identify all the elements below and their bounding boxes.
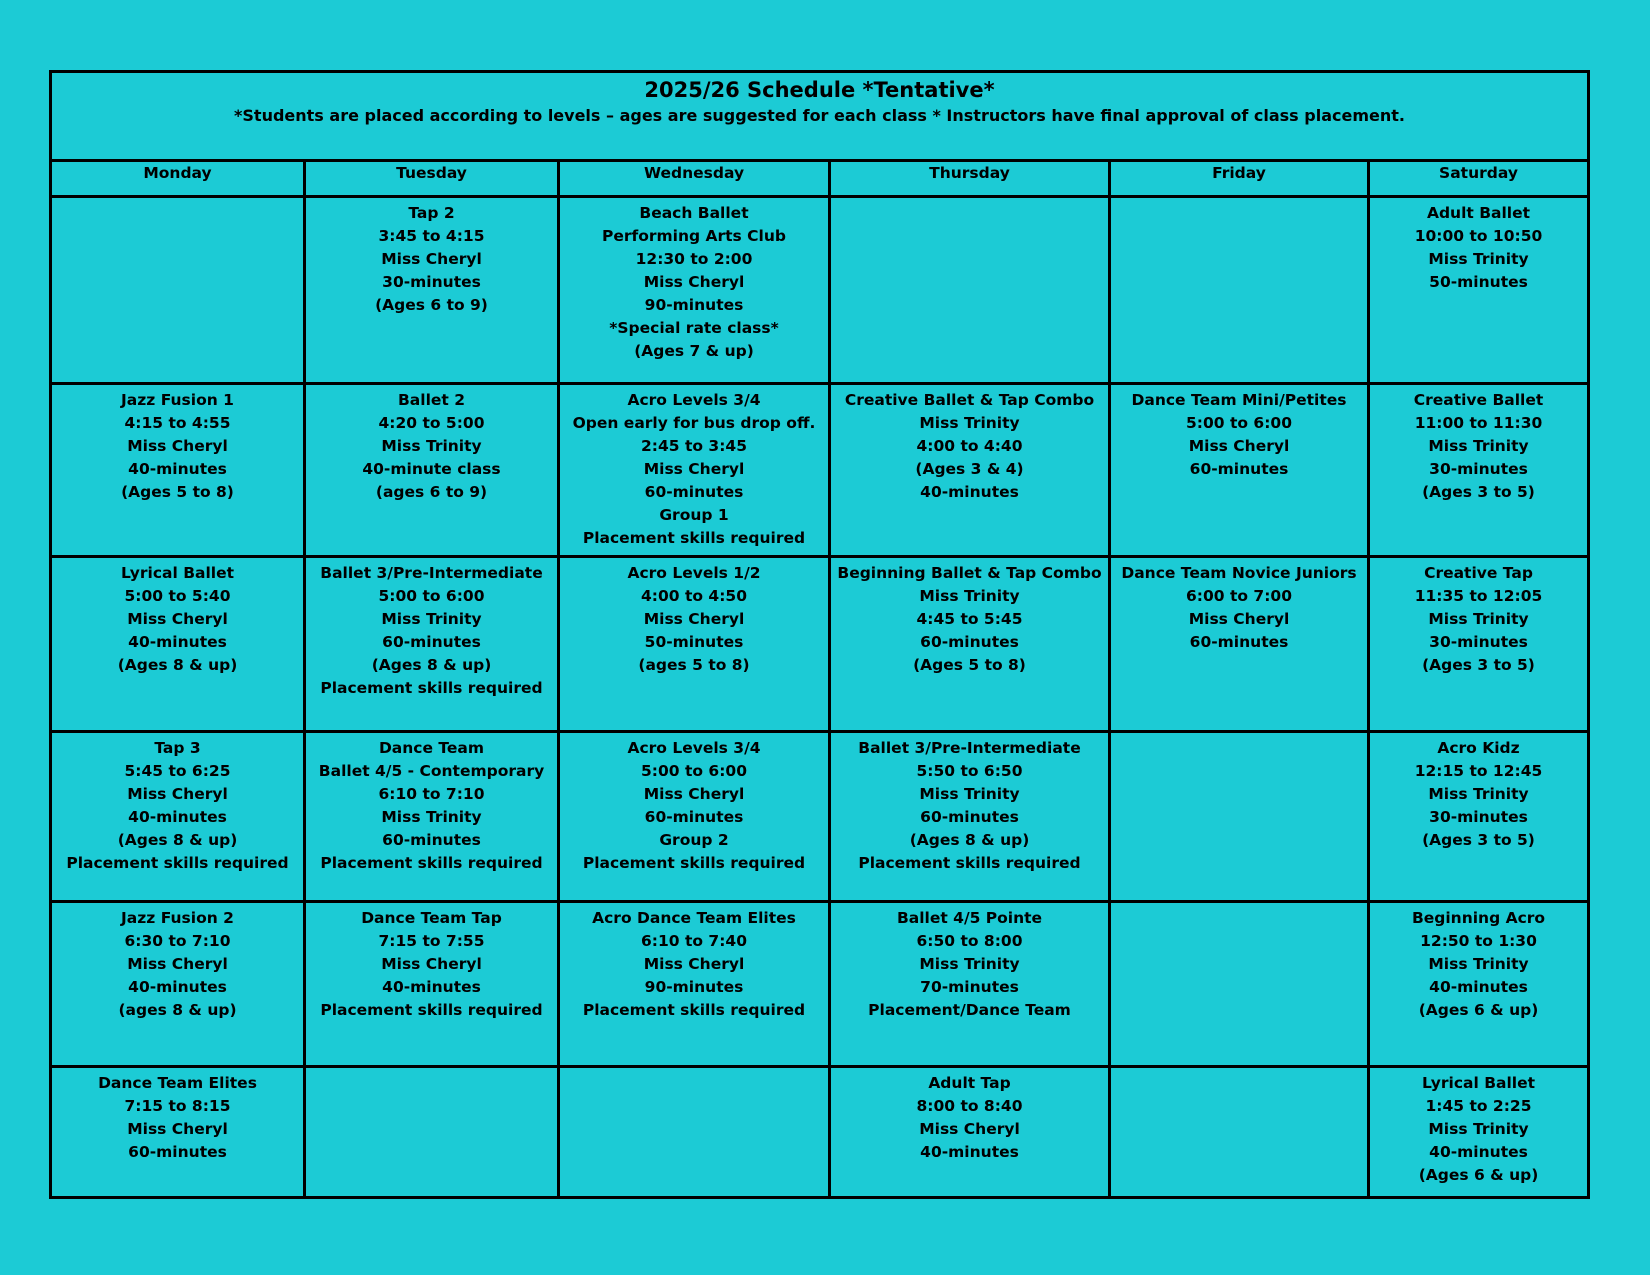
class-info-line: (Ages 6 & up) [1418, 1165, 1539, 1184]
day-header-friday: Friday [1110, 161, 1369, 197]
class-info-line: 40-minutes [920, 1142, 1019, 1161]
class-info-line: Adult Tap [928, 1073, 1011, 1092]
class-info [306, 1068, 557, 1072]
class-info-line: Miss Cheryl [127, 785, 228, 804]
class-cell-saturday [1369, 383, 1589, 556]
class-info-line: Dance Team [378, 739, 485, 758]
class-cell-friday [1110, 1066, 1369, 1197]
class-info-line: (Ages 8 & up) [117, 655, 238, 674]
class-info-line: 60-minutes [128, 1142, 227, 1161]
class-info-line: 30-minutes [1429, 632, 1528, 651]
class-info-line: 5:00 to 6:00 [641, 762, 747, 781]
class-info-line: Acro Dance Team Elites [592, 909, 796, 928]
class-info-line: 11:00 to 11:30 [1414, 413, 1543, 432]
day-header-monday: Monday [51, 161, 305, 197]
class-info-line: Placement skills required [320, 854, 543, 873]
class-info-line: Acro Levels 1/2 [627, 563, 761, 582]
schedule-row [51, 902, 1589, 1066]
class-info-line: *Special rate class* [609, 319, 779, 338]
class-info-line: Miss Cheryl [643, 785, 745, 804]
class-info-line: Miss Cheryl [643, 609, 745, 628]
class-info-line: 90-minutes [644, 978, 744, 997]
class-info-line: 40-minutes [128, 459, 227, 478]
class-info-line: Miss Cheryl [127, 436, 228, 455]
class-info-line: 40-minutes [128, 978, 227, 997]
class-info-line: Dance Team Mini/Petites [1131, 390, 1347, 409]
class-cell-monday [51, 1066, 305, 1197]
class-cell-wednesday [559, 197, 830, 383]
class-info [1111, 903, 1367, 907]
class-info-line: 3:45 to 4:15 [378, 227, 485, 246]
day-header-row [51, 161, 1589, 197]
class-info-line: Miss Cheryl [381, 250, 482, 269]
class-info [306, 903, 557, 1022]
class-info-line: Beach Ballet [639, 204, 749, 223]
class-info [831, 558, 1108, 677]
class-cell-friday [1110, 197, 1369, 383]
class-info-line: Miss Cheryl [643, 955, 745, 974]
class-cell-wednesday [559, 556, 830, 731]
class-info [52, 198, 303, 202]
class-info [1111, 733, 1367, 737]
class-info-line: Placement skills required [320, 678, 543, 697]
class-cell-tuesday [305, 556, 559, 731]
class-cell-thursday [830, 902, 1110, 1066]
class-info-line: 40-minutes [128, 632, 227, 651]
class-info-line: Tap 2 [408, 204, 455, 223]
class-info-line: 8:00 to 8:40 [916, 1096, 1023, 1115]
class-info [52, 1068, 303, 1164]
class-info-line: Lyrical Ballet [120, 563, 235, 582]
class-info-line: Performing Arts Club [601, 227, 787, 246]
class-info [560, 1068, 828, 1072]
class-info-line: (Ages 5 to 8) [913, 655, 1026, 674]
class-info-line: 5:50 to 6:50 [916, 762, 1023, 781]
day-header-tuesday: Tuesday [305, 161, 559, 197]
class-info-line: 2:45 to 3:45 [641, 436, 747, 455]
class-info [560, 198, 828, 363]
class-info-line: Ballet 2 [397, 390, 465, 409]
class-info [560, 558, 828, 677]
class-info-line: Placement skills required [858, 854, 1081, 873]
class-info-line: Miss Trinity [1428, 250, 1529, 269]
class-info-line: Miss Cheryl [1188, 436, 1290, 455]
class-info-line: (Ages 8 & up) [371, 655, 492, 674]
class-info-line: 50-minutes [1429, 273, 1528, 292]
class-cell-thursday [830, 383, 1110, 556]
class-info-line: (Ages 8 & up) [117, 831, 238, 850]
class-info-line: Ballet 3/Pre-Intermediate [320, 563, 543, 582]
schedule-subtitle: *Students are placed according to levels – ages are suggested for each class * Instructors have final approval of class placement. [234, 106, 1405, 125]
class-info-line: (Ages 5 to 8) [121, 482, 234, 501]
class-info-line: 50-minutes [644, 632, 744, 651]
class-info-line: Placement skills required [66, 854, 289, 873]
class-info [52, 903, 303, 1022]
class-info [306, 198, 557, 317]
class-info-line: 4:15 to 4:55 [124, 413, 231, 432]
schedule-row [51, 556, 1589, 731]
class-info-line: Miss Trinity [1428, 955, 1529, 974]
class-info-line: Miss Cheryl [643, 273, 745, 292]
class-info-line: 11:35 to 12:05 [1414, 586, 1543, 605]
class-info [1111, 558, 1367, 654]
class-cell-saturday [1369, 556, 1589, 731]
class-info [1370, 558, 1587, 677]
class-info-line: Miss Trinity [1428, 1119, 1529, 1138]
class-info-line: 6:10 to 7:10 [378, 785, 485, 804]
class-info-line: Lyrical Ballet [1421, 1073, 1536, 1092]
class-info-line: 30-minutes [382, 273, 481, 292]
class-info-line: (Ages 8 & up) [909, 831, 1030, 850]
class-info-line: (Ages 7 & up) [634, 342, 754, 361]
class-info-line: Miss Trinity [919, 413, 1020, 432]
class-info-line: Jazz Fusion 2 [121, 909, 234, 928]
class-info-line: Group 1 [659, 505, 729, 524]
class-info [306, 558, 557, 700]
class-info-line: 5:45 to 6:25 [124, 762, 231, 781]
class-info-line: Ballet 4/5 Pointe [896, 909, 1043, 928]
schedule-row [51, 1066, 1589, 1197]
class-cell-wednesday [559, 902, 830, 1066]
class-info-line: Ballet 4/5 - Contemporary [318, 762, 545, 781]
schedule-row [51, 732, 1589, 902]
class-info-line: Miss Trinity [381, 609, 482, 628]
class-info [560, 903, 828, 1022]
class-info [1370, 733, 1587, 852]
class-info [831, 1068, 1108, 1164]
class-info [1111, 1068, 1367, 1072]
class-info-line: Adult Ballet [1426, 204, 1531, 223]
class-cell-friday [1110, 383, 1369, 556]
class-info-line: 40-minutes [920, 482, 1019, 501]
class-info-line: 60-minutes [920, 632, 1019, 651]
day-header-wednesday: Wednesday [559, 161, 830, 197]
class-info-line: (Ages 3 to 5) [1422, 655, 1535, 674]
class-info-line: 30-minutes [1429, 459, 1528, 478]
class-info-line: 6:00 to 7:00 [1186, 586, 1292, 605]
class-info-line: (Ages 3 & 4) [915, 459, 1024, 478]
schedule-row [51, 197, 1589, 383]
class-info-line: Miss Cheryl [919, 1119, 1020, 1138]
class-info-line: Miss Cheryl [1188, 609, 1290, 628]
class-info-line: 40-minutes [1429, 978, 1528, 997]
class-info-line: 60-minutes [1189, 632, 1289, 651]
class-info-line: Beginning Ballet & Tap Combo [837, 563, 1102, 582]
class-info-line: 4:20 to 5:00 [378, 413, 485, 432]
class-info-line: 7:15 to 7:55 [378, 932, 485, 951]
class-cell-tuesday [305, 732, 559, 902]
class-cell-wednesday [559, 732, 830, 902]
class-info [831, 198, 1108, 202]
class-info-line: 4:45 to 5:45 [916, 609, 1023, 628]
class-cell-tuesday [305, 383, 559, 556]
class-info-line: Dance Team Tap [361, 909, 502, 928]
class-info-line: 30-minutes [1429, 808, 1528, 827]
class-info-line: 60-minutes [382, 831, 481, 850]
class-info-line: (ages 5 to 8) [638, 655, 750, 674]
class-info-line: 12:30 to 2:00 [635, 250, 753, 269]
class-info-line: Jazz Fusion 1 [121, 390, 234, 409]
schedule-table [49, 70, 1590, 1199]
class-info [1370, 1068, 1587, 1187]
class-info-line: Dance Team Elites [98, 1073, 257, 1092]
class-info [831, 733, 1108, 875]
class-info-line: 6:10 to 7:40 [641, 932, 747, 951]
class-info-line: 40-minutes [382, 978, 481, 997]
class-info [52, 558, 303, 677]
class-info-line: Miss Trinity [381, 436, 482, 455]
class-cell-tuesday [305, 197, 559, 383]
class-cell-thursday [830, 556, 1110, 731]
class-info-line: Creative Ballet & Tap Combo [844, 390, 1095, 409]
class-cell-thursday [830, 197, 1110, 383]
class-info-line: 1:45 to 2:25 [1425, 1096, 1532, 1115]
class-info-line: 6:50 to 8:00 [916, 932, 1023, 951]
schedule-title: 2025/26 Schedule *Tentative* [644, 78, 995, 102]
class-info-line: Miss Trinity [919, 785, 1020, 804]
class-info [52, 733, 303, 875]
day-header-saturday: Saturday [1369, 161, 1589, 197]
class-info-line: Miss Trinity [919, 955, 1020, 974]
class-cell-saturday [1369, 732, 1589, 902]
class-info-line: 6:30 to 7:10 [124, 932, 231, 951]
class-info-line: 70-minutes [920, 978, 1019, 997]
class-cell-tuesday [305, 1066, 559, 1197]
class-info-line: Miss Trinity [1428, 436, 1529, 455]
class-info [831, 903, 1108, 1022]
class-info-line: 90-minutes [644, 296, 744, 315]
class-info-line: 5:00 to 6:00 [1186, 413, 1292, 432]
class-info-line: 12:50 to 1:30 [1420, 932, 1537, 951]
class-info-line: 60-minutes [644, 482, 744, 501]
schedule-header [51, 72, 1589, 161]
class-info-line: Acro Levels 3/4 [627, 739, 761, 758]
class-info-line: Placement/Dance Team [868, 1001, 1071, 1020]
schedule-body [51, 197, 1589, 1198]
class-info-line: 10:00 to 10:50 [1414, 227, 1543, 246]
class-info-line: 60-minutes [644, 808, 744, 827]
class-info-line: 4:00 to 4:40 [916, 436, 1023, 455]
class-info-line: Beginning Acro [1411, 909, 1546, 928]
class-info-line: (Ages 6 & up) [1418, 1001, 1539, 1020]
class-info-line: Miss Cheryl [127, 609, 228, 628]
class-info-line: Miss Trinity [1428, 609, 1529, 628]
class-info [831, 385, 1108, 504]
day-header-thursday: Thursday [830, 161, 1110, 197]
class-info-line: Placement skills required [582, 854, 806, 873]
class-cell-wednesday [559, 1066, 830, 1197]
class-info-line: 7:15 to 8:15 [124, 1096, 231, 1115]
class-cell-friday [1110, 732, 1369, 902]
class-info-line: Tap 3 [154, 739, 201, 758]
class-info [1370, 903, 1587, 1022]
class-cell-monday [51, 556, 305, 731]
class-cell-saturday [1369, 1066, 1589, 1197]
class-info-line: 5:00 to 6:00 [378, 586, 485, 605]
class-cell-wednesday [559, 383, 830, 556]
class-info [560, 733, 828, 875]
class-cell-friday [1110, 556, 1369, 731]
class-info-line: Open early for bus drop off. [572, 413, 816, 432]
header-row [51, 72, 1589, 161]
class-info-line: (Ages 3 to 5) [1422, 482, 1535, 501]
class-info [1370, 385, 1587, 504]
class-info-line: 60-minutes [1189, 459, 1289, 478]
class-info-line: Miss Trinity [1428, 785, 1529, 804]
class-info [306, 733, 557, 875]
class-info-line: Creative Ballet [1413, 390, 1544, 409]
class-info-line: Miss Trinity [381, 808, 482, 827]
class-info [1370, 198, 1587, 294]
class-info [1111, 198, 1367, 202]
class-info-line: 40-minutes [1429, 1142, 1528, 1161]
class-info-line: Placement skills required [582, 1001, 806, 1020]
class-cell-monday [51, 383, 305, 556]
class-info-line: Group 2 [659, 831, 729, 850]
class-info-line: 12:15 to 12:45 [1414, 762, 1543, 781]
class-cell-monday [51, 197, 305, 383]
class-info-line: 60-minutes [382, 632, 481, 651]
class-info [1111, 385, 1367, 481]
class-info-line: (Ages 6 to 9) [375, 296, 488, 315]
class-info-line: (ages 8 & up) [118, 1001, 237, 1020]
class-info [560, 385, 828, 550]
class-info [306, 385, 557, 504]
class-cell-saturday [1369, 197, 1589, 383]
class-info-line: 4:00 to 4:50 [641, 586, 747, 605]
class-info-line: Miss Trinity [919, 586, 1020, 605]
class-cell-friday [1110, 902, 1369, 1066]
schedule-row [51, 383, 1589, 556]
class-info-line: Miss Cheryl [127, 1119, 228, 1138]
class-cell-monday [51, 732, 305, 902]
class-info-line: Miss Cheryl [381, 955, 482, 974]
class-info-line: Acro Levels 3/4 [627, 390, 761, 409]
class-info-line: Placement skills required [320, 1001, 543, 1020]
class-cell-thursday [830, 732, 1110, 902]
class-cell-thursday [830, 1066, 1110, 1197]
class-info-line: (Ages 3 to 5) [1422, 831, 1535, 850]
class-info-line: Miss Cheryl [643, 459, 745, 478]
class-info-line: Dance Team Novice Juniors [1121, 563, 1357, 582]
class-info-line: Creative Tap [1424, 563, 1533, 582]
class-info-line: 5:00 to 5:40 [124, 586, 231, 605]
class-info-line: Miss Cheryl [127, 955, 228, 974]
class-cell-tuesday [305, 902, 559, 1066]
class-cell-saturday [1369, 902, 1589, 1066]
class-info-line: 40-minutes [128, 808, 227, 827]
class-info-line: 40-minute class [362, 459, 501, 478]
class-info-line: Placement skills required [582, 528, 806, 547]
class-info-line: (ages 6 to 9) [375, 482, 488, 501]
class-info-line: 60-minutes [920, 808, 1019, 827]
class-info-line: Ballet 3/Pre-Intermediate [858, 739, 1081, 758]
class-info-line: Acro Kidz [1437, 739, 1520, 758]
class-cell-monday [51, 902, 305, 1066]
class-info [52, 385, 303, 504]
